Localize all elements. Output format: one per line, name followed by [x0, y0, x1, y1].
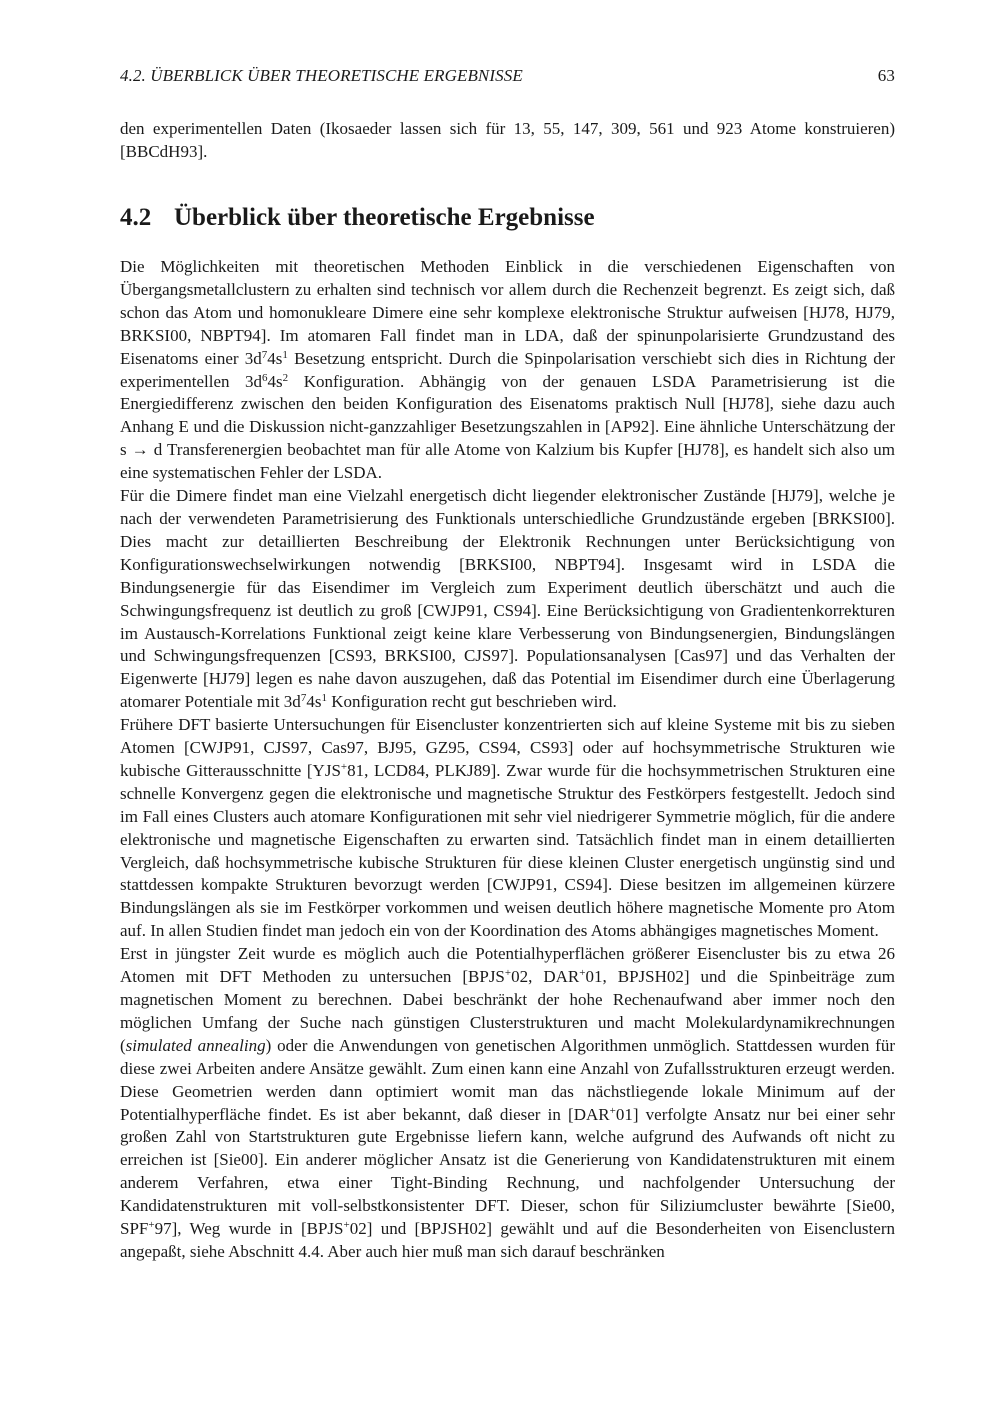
page-number: 63: [877, 66, 895, 85]
text-run: Konfiguration. Abhängig von der genauen LSDA Parametrisierung ist die Energiedifferenz zwischen den beiden Konfiguration des Eisenatoms praktisch Null [HJ78], siehe dazu auch Anhang E und die Diskussion nicht-ganzzahliger Besetzungszahlen in [AP92]. Eine ähnliche Unterschätzung der s → d Transferenergien beobachtet man für alle Atome von Kalzium bis Kupfer [HJ78], es handelt sich also um eine systematischen Fehler der LSDA.: [120, 371, 895, 483]
text-run: Erst in jüngster Zeit wurde es möglich auch die Potentialhyperflächen größerer Eisencluster bis zu etwa 26 Atomen mit DFT Methoden zu untersuchen [BPJS: [120, 944, 895, 987]
text-run: 01, BPJSH02] und die Spinbeiträge zum magnetischen Moment zu berechnen. Dabei beschränkt der hohe Rechenaufwand aber immer noch den möglichen Umfang der Suche nach günstigen Clusterstrukturen und macht Molekulardynamikrechnungen (: [120, 967, 895, 1055]
paragraph-1: [120, 256, 895, 485]
section-heading: [120, 204, 895, 232]
text-run: 02, DAR: [511, 967, 580, 987]
paragraph-4: [120, 943, 895, 1264]
section-number: 4.2: [120, 204, 152, 231]
text-run: Besetzung entspricht. Durch die Spinpolarisation verschiebt sich dies in Richtung der experimentellen 3d: [120, 348, 895, 391]
text-run: 02] und [BPJSH02] gewählt und auf die Besonderheiten von Eisenclustern angepaßt, siehe Abschnitt 4.4. Aber auch hier muß man sich darauf beschränken: [120, 1219, 895, 1261]
text-run: Die Möglichkeiten mit theoretischen Methoden Einblick in die verschiedenen Eigenschaften von Übergangsmetallclustern zu erhalten sind technisch vor allem durch die Rechenzeit begrenzt. Es zeigt sich, daß schon das Atom und homonukleare Dimere eine sehr komplexe elektronische Struktur aufweisen [HJ78, HJ79, BRKSI00, NBPT94]. Im atomaren Fall findet man in LDA, daß der spinunpolarisierte Grundzustand des Eisenatoms einer 3d: [120, 257, 895, 368]
emphasis: simulated annealing: [125, 1035, 266, 1055]
text-run: ) oder die Anwendungen von genetischen Algorithmen unmöglich. Stattdessen wurden für diese zwei Arbeiten andere Ansätze gewählt. Zum einen kann eine Anzahl von Zufallsstrukturen erzeugt werden. Diese Geometrien werden dann optimiert womit man das nächstliegende lokale Minimum auf der Potentialhyperfläche findet. Es ist aber bekannt, daß dieser in [DAR: [120, 1035, 895, 1124]
text-run: 97], Weg wurde in [BPJS: [154, 1219, 344, 1239]
text-run: Frühere DFT basierte Untersuchungen für Eisencluster konzentrierten sich auf kleine Systeme mit bis zu sieben Atomen [CWJP91, CJS97, Cas97, BJ95, GZ95, CS94, CS93] oder auf hochsymmetrische Strukturen wie kubische Gitterausschnitte [YJS: [120, 715, 895, 780]
section-title: Überblick über theoretische Ergebnisse: [174, 204, 595, 231]
superscript: +: [340, 760, 348, 773]
superscript: +: [609, 1104, 616, 1117]
superscript: 1: [321, 692, 327, 705]
superscript: +: [148, 1219, 155, 1232]
text-run: 4s: [306, 692, 322, 712]
superscript: +: [504, 967, 512, 980]
text-run: 81, LCD84, PLKJ89]. Zwar wurde für die hochsymmetrischen Strukturen eine schnelle Konvergenz gegen die elektronische und magnetische Struktur des Festkörpers festgestellt. Jedoch sind im Fall eines Clusters auch atomare Konfigurationen mit sehr viel niedrigerer Symmetrie möglich, für die andere elektronische und magnetische Eigenschaften zu erwarten sind. Tatsächlich findet man in einem detaillierten Vergleich, daß hochsymmetrische kubische Strukturen für diese kleinen Cluster energetisch ungünstig sind und stattdessen kompakte Strukturen bevorzugt werden [CWJP91, CS94]. Diese besitzen im allgemeinen kürzere Bindungslängen als sie im Festkörper vorkommen und weisen deutlich höhere magnetische Momente pro Atom auf. In allen Studien findet man jedoch ein von der Koordination des Atoms abhängiges magnetisches Moment.: [120, 760, 895, 941]
superscript: 6: [262, 371, 268, 384]
superscript: +: [343, 1219, 350, 1232]
paragraph-2: [120, 485, 895, 714]
superscript: 7: [261, 348, 268, 361]
paragraph-3: [120, 714, 895, 943]
text-run: 4s: [267, 348, 283, 368]
running-title: 4.2. ÜBERBLICK ÜBER THEORETISCHE ERGEBNISSE: [120, 66, 523, 85]
text-run: 01] verfolgte Ansatz nur bei einer sehr großen Zahl von Startstrukturen gute Ergebnisse liefern kann, welche aufgrund des Aufwands oft nicht zu erreichen ist [Sie00]. Ein anderer möglicher Ansatz ist die Generierung von Kandidatenstrukturen mit einem anderem Verfahren, etwa einer Tight-Binding Rechnung, und nachfolgender Untersuchung der Kandidatenstrukturen mit voll-selbstkonsistenter DFT. Dieser, schon für Siliziumcluster bewährte [Sie00, SPF: [120, 1104, 895, 1239]
section-body: [120, 256, 895, 1264]
superscript: 1: [282, 348, 288, 361]
superscript: 2: [282, 371, 289, 384]
running-header: [120, 66, 895, 90]
superscript: 7: [300, 692, 307, 705]
text-run: Für die Dimere findet man eine Vielzahl energetisch dicht liegender elektronischer Zustände [HJ79], welche je nach der verwendeten Parametrisierung des Funktionals unterschiedliche Grundzustände ergeben [BRKSI00]. Dies macht zur detaillierten Beschreibung der Elektronik Rechnungen unter Berücksichtigung von Konfigurationswechselwirkungen notwendig [BRKSI00, NBPT94]. Insgesamt wird in LSDA die Bindungsenergie für das Eisendimer im Vergleich zum Experiment deutlich überschätzt und auch die Schwingungsfrequenz ist deutlich zu groß [CWJP91, CS94]. Eine Berücksichtigung von Gradientenkorrekturen im Austausch-Korrelations Funktional zeigt keine klare Verbesserung von Bindungsenergien, Bindungslängen und Schwingungsfrequenzen [CS93, BRKSI00, CJS97]. Populationsanalysen [Cas97] und das Verhalten der Eigenwerte [HJ79] legen es nahe davon auszugehen, daß das Potential im Eisendimer durch eine Überlagerung atomarer Potentiale mit 3d: [120, 486, 895, 712]
text-run: 4s: [267, 371, 283, 391]
text-run: Konfiguration recht gut beschrieben wird.: [326, 692, 617, 712]
superscript: +: [579, 967, 586, 980]
intro-paragraph: den experimentellen Daten (Ikosaeder lassen sich für 13, 55, 147, 309, 561 und 923 Atome konstruieren) [BBCdH93].: [120, 119, 895, 161]
